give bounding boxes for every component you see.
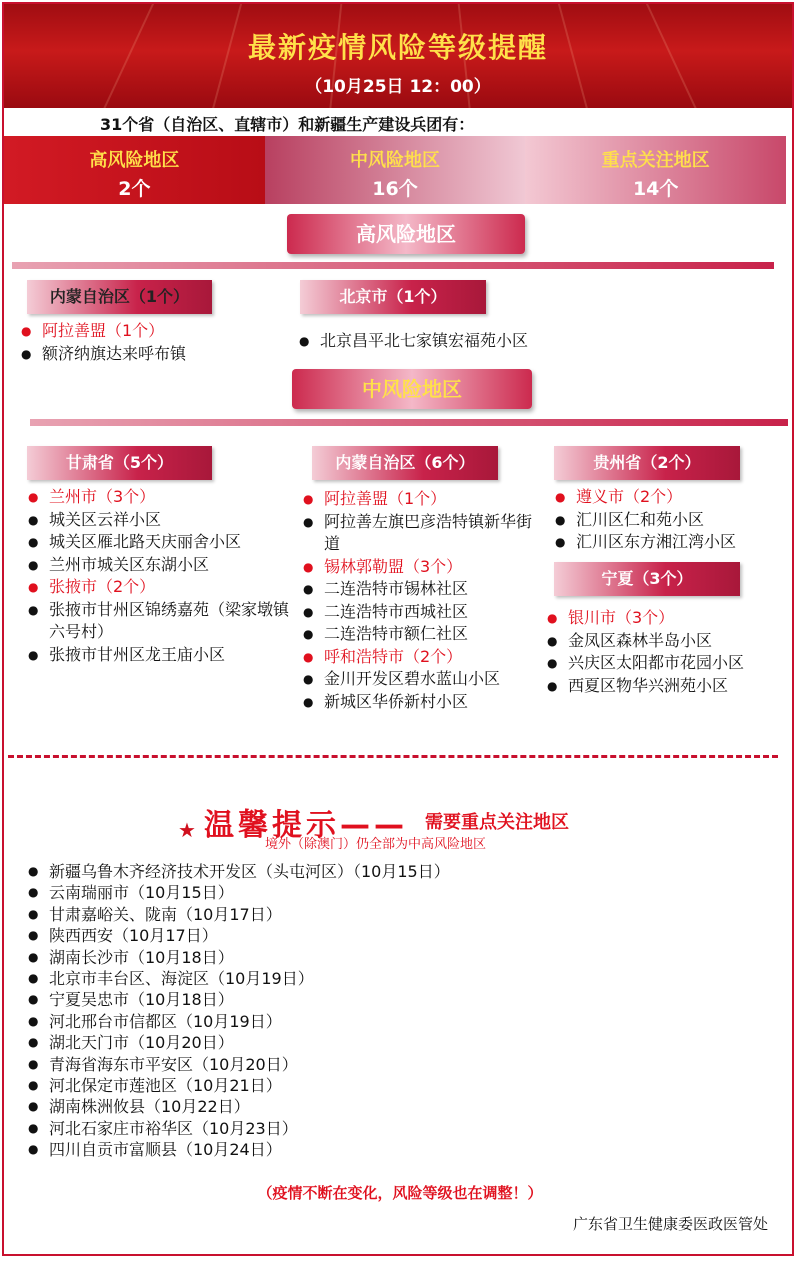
mid-risk-divider [30, 419, 788, 426]
reminder-text: （疫情不断在变化，风险等级也在调整！） [257, 1184, 543, 1202]
location-item: ● 汇川区东方湘江湾小区 [554, 531, 784, 554]
location-item: ● 二连浩特市西城社区 [302, 601, 547, 624]
focus-area-item: ● 北京市丰台区、海淀区（10月19日） [27, 968, 587, 989]
focus-area-item: ● 新疆乌鲁木齐经济技术开发区（头屯河区）（10月15日） [27, 861, 587, 882]
tips-subtitle: 需要重点关注地区 [425, 812, 569, 833]
tips-title: 温馨提示—— [204, 808, 408, 843]
focus-area-item: ● 湖北天门市（10月20日） [27, 1032, 587, 1053]
signature: 广东省卫生健康委医政医管处 [572, 1215, 768, 1233]
summary-bar [4, 136, 786, 204]
focus-area-item: ● 河北石家庄市裕华区（10月23日） [27, 1118, 587, 1139]
city-heading-item: ● 呼和浩特市（2个） [302, 646, 547, 669]
high-risk-divider [12, 262, 774, 269]
summary-mid [265, 136, 526, 204]
mid-risk-heading: 中风险地区 [292, 369, 532, 409]
focus-area-item: ● 湖南长沙市（10月18日） [27, 947, 587, 968]
section-divider [8, 755, 778, 758]
location-item: ● 城关区云祥小区 [27, 509, 297, 532]
tips-note: 境外（除澳门）仍全部为中高风险地区 [265, 837, 487, 852]
summary-high-label: 高风险地区 [89, 150, 180, 171]
focus-area-item: ● 四川自贡市富顺县（10月24日） [27, 1139, 587, 1160]
high-inner-mongolia-label: 内蒙自治区（1个） [27, 280, 212, 314]
location-item: ● 二连浩特市锡林社区 [302, 578, 547, 601]
focus-area-item: ● 河北保定市莲池区（10月21日） [27, 1075, 587, 1096]
city-heading-item: ● 遵义市（2个） [554, 486, 784, 509]
mid-inner-mongolia-list [302, 488, 547, 713]
star-icon: ★ [178, 818, 196, 842]
location-item: ● 新城区华侨新村小区 [302, 691, 547, 714]
location-item: ● 二连浩特市额仁社区 [302, 623, 547, 646]
location-item: ● 西夏区物华兴洲苑小区 [546, 675, 786, 698]
update-date: （10月25日 12：00） [305, 77, 491, 97]
city-heading-item: ● 兰州市（3个） [27, 486, 297, 509]
location-item: ● 城关区雁北路天庆丽舍小区 [27, 531, 297, 554]
focus-area-item: ● 湖南株洲攸县（10月22日） [27, 1096, 587, 1117]
location-item: ● 额济纳旗达来呼布镇 [20, 343, 280, 366]
mid-ningxia-list [546, 607, 786, 697]
location-item: ● 金凤区森林半岛小区 [546, 630, 786, 653]
high-beijing-label: 北京市（1个） [300, 280, 486, 314]
summary-key [525, 136, 786, 204]
focus-area-item: ● 甘肃嘉峪关、陇南（10月17日） [27, 904, 587, 925]
location-item: ● 金川开发区碧水蓝山小区 [302, 668, 547, 691]
high-beijing-list [298, 330, 628, 353]
summary-high-count: 2个 [118, 178, 151, 200]
summary-mid-count: 16个 [372, 178, 418, 200]
location-item: ● 张掖市甘州区锦绣嘉苑（梁家墩镇六号村） [27, 599, 297, 644]
intro-text: 31个省（自治区、直辖市）和新疆生产建设兵团有： [100, 115, 475, 134]
header-banner [4, 4, 792, 108]
focus-area-item: ● 陕西西安（10月17日） [27, 925, 587, 946]
mid-guizhou-list [554, 486, 784, 554]
high-risk-heading: 高风险地区 [287, 214, 525, 254]
city-heading-item: ● 张掖市（2个） [27, 576, 297, 599]
location-item: ● 兴庆区太阳都市花园小区 [546, 652, 786, 675]
page-title: 最新疫情风险等级提醒 [247, 31, 548, 64]
mid-guizhou-label: 贵州省（2个） [554, 446, 740, 480]
mid-ningxia-label: 宁夏（3个） [554, 562, 740, 596]
focus-area-item: ● 宁夏吴忠市（10月18日） [27, 989, 587, 1010]
city-heading-item: ● 锡林郭勒盟（3个） [302, 556, 547, 579]
city-heading-item: ● 银川市（3个） [546, 607, 786, 630]
summary-high [4, 136, 265, 204]
focus-area-item: ● 河北邢台市信都区（10月19日） [27, 1011, 587, 1032]
high-inner-mongolia-list [20, 320, 280, 365]
summary-mid-label: 中风险地区 [350, 150, 440, 171]
city-heading-item: ● 阿拉善盟（1个） [302, 488, 547, 511]
location-item: ● 兰州市城关区东湖小区 [27, 554, 297, 577]
mid-inner-mongolia-label: 内蒙自治区（6个） [312, 446, 498, 480]
tips-list [27, 861, 587, 1161]
city-heading-item: ● 阿拉善盟（1个） [20, 320, 280, 343]
summary-key-count: 14个 [632, 178, 679, 200]
location-item: ● 汇川区仁和苑小区 [554, 509, 784, 532]
focus-area-item: ● 云南瑞丽市（10月15日） [27, 882, 587, 903]
location-item: ● 阿拉善左旗巴彦浩特镇新华街道 [302, 511, 547, 556]
location-item: ● 张掖市甘州区龙王庙小区 [27, 644, 297, 667]
focus-area-item: ● 青海省海东市平安区（10月20日） [27, 1054, 587, 1075]
mid-gansu-list [27, 486, 297, 666]
location-item: ● 北京昌平北七家镇宏福苑小区 [298, 330, 628, 353]
mid-gansu-label: 甘肃省（5个） [27, 446, 212, 480]
summary-key-label: 重点关注地区 [601, 150, 710, 171]
